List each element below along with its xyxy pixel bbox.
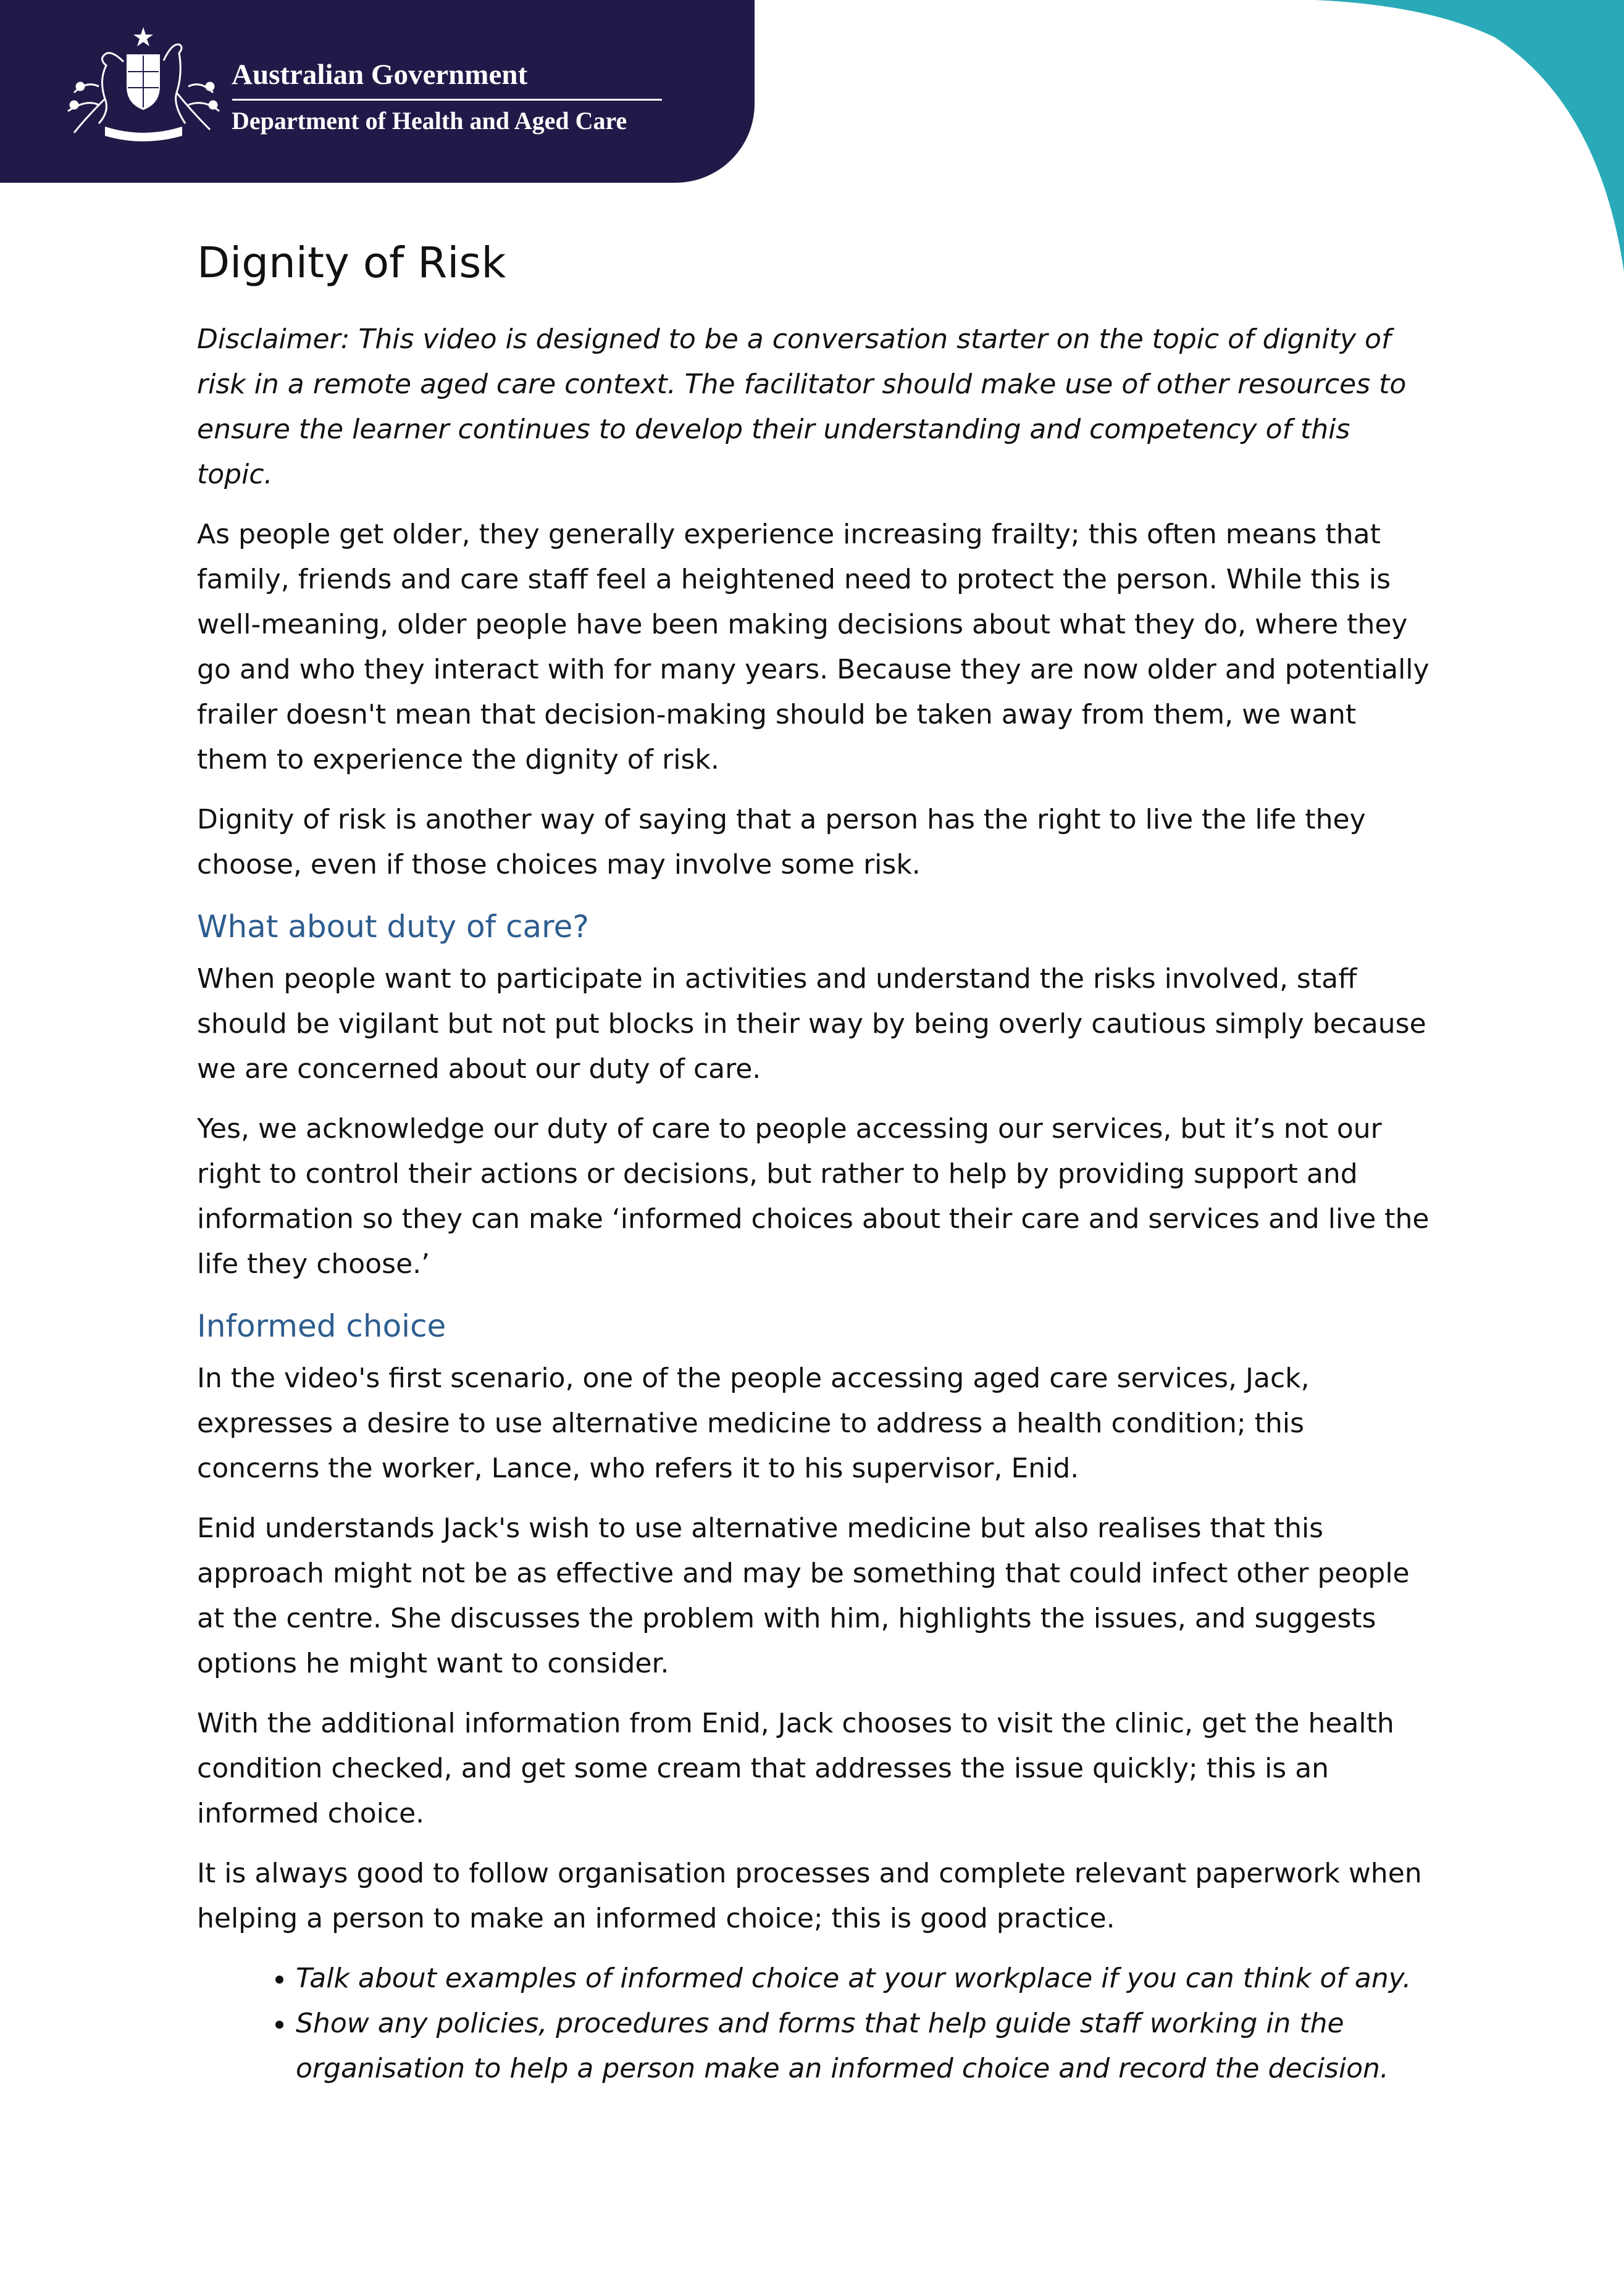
section-paragraph: Yes, we acknowledge our duty of care to people accessing our services, but it’s not our right to control their actions or decisions, but rather to help by providing support and information so they can make ‘informed choices about their care and services and live the life they choose.’ xyxy=(197,1113,1429,1280)
section-paragraph: Enid understands Jack's wish to use alternative medicine but also realises that this approach might not be as effective and may be something that could infect other people at the centre. She discusses the problem with him, highlights the issues, and suggests options he might want to consider. xyxy=(197,1513,1410,1679)
section-heading-informed-choice: Informed choice xyxy=(197,1308,446,1344)
section-paragraph: In the video's first scenario, one of the people accessing aged care services, Jack, expresses a desire to use alternative medicine to address a health condition; this concerns the worker, Lance, who refers it to his supervisor, Enid. xyxy=(197,1363,1310,1484)
document-body xyxy=(197,232,1432,2091)
discussion-bullet-list xyxy=(197,1956,1432,2091)
government-name: Australian Government xyxy=(232,59,528,91)
section-paragraph: It is always good to follow organisation processes and complete relevant paperwork when helping a person to make an informed choice; this is good practice. xyxy=(197,1858,1422,1934)
intro-paragraph: Dignity of risk is another way of saying that a person has the right to live the life they choose, even if those choices may involve some risk. xyxy=(197,804,1366,880)
section-heading-duty-of-care: What about duty of care? xyxy=(197,909,589,945)
document-title: Dignity of Risk xyxy=(197,238,506,288)
government-header-band xyxy=(0,0,755,183)
disclaimer-text: Disclaimer: This video is designed to be a conversation starter on the topic of dignity of risk in a remote aged care context. The facilitator should make use of other resources to ensure the learner continues to develop their understanding and competency of this topic. xyxy=(197,324,1407,490)
section-paragraph: With the additional information from Enid, Jack chooses to visit the clinic, get the health condition checked, and get some cream that addresses the issue quickly; this is an informed choice. xyxy=(197,1708,1394,1829)
header-divider xyxy=(232,99,662,101)
commonwealth-coat-of-arms-icon xyxy=(62,25,225,145)
discussion-bullet: • Talk about examples of informed choice at your workplace if you can think of any. xyxy=(296,1956,1432,2001)
discussion-bullet: • Show any policies, procedures and forms that help guide staff working in the organisation to help a person make an informed choice and record the decision. xyxy=(296,2001,1432,2091)
section-paragraph: When people want to participate in activities and understand the risks involved, staff should be vigilant but not put blocks in their way by being overly cautious simply because we are concerned about our duty of care. xyxy=(197,963,1426,1085)
intro-paragraph: As people get older, they generally experience increasing frailty; this often means that family, friends and care staff feel a heightened need to protect the person. While this is well-meaning, older people have been making decisions about what they do, where they go and who they interact with for many years. Because they are now older and potentially frailer doesn't mean that decision-making should be taken away from them, we want them to experience the dignity of risk. xyxy=(197,519,1429,775)
department-name: Department of Health and Aged Care xyxy=(232,107,627,135)
